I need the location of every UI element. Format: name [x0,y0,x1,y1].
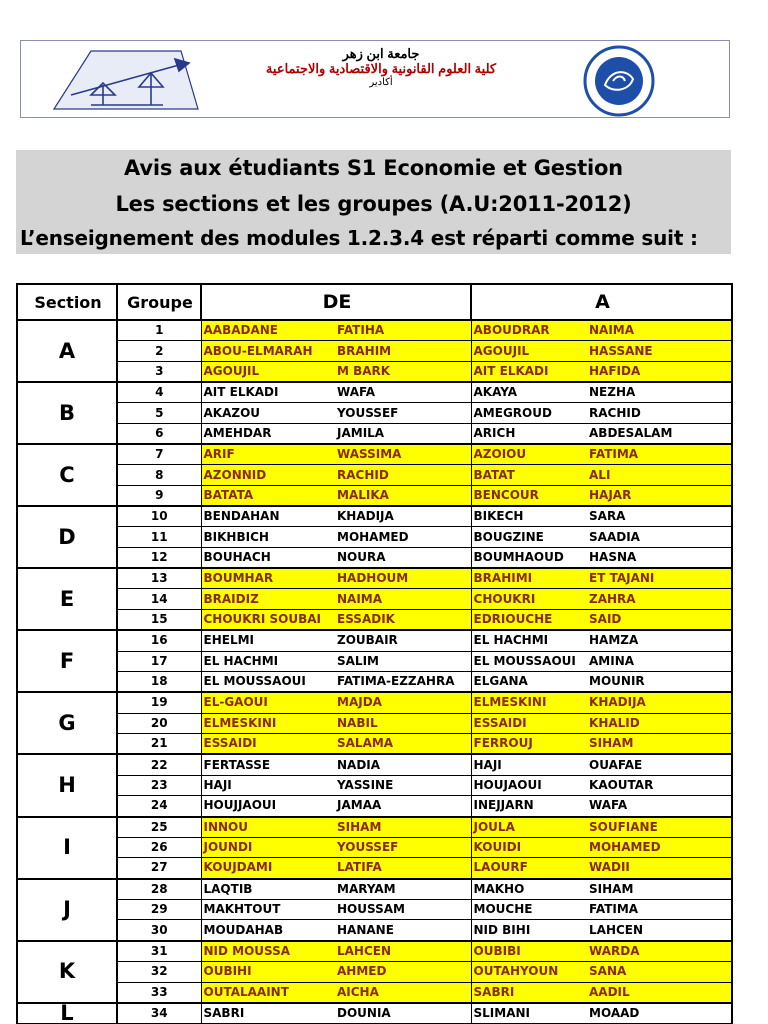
groupe-number: 30 [117,920,201,941]
de-last-name: AZONNID [201,465,335,486]
notice-title: Avis aux étudiants S1 Economie et Gestion [124,156,623,180]
table-row [17,899,732,920]
de-first-name: MOHAMED [335,527,471,548]
groupe-number: 21 [117,734,201,755]
table-row [17,961,732,982]
table-row [17,320,732,341]
section-label: E [17,568,117,630]
de-last-name: AABADANE [201,320,335,341]
table-row [17,444,732,465]
de-first-name: HANANE [335,920,471,941]
table-row [17,734,732,755]
de-last-name: BATATA [201,486,335,507]
a-first-name: HAMZA [587,630,732,651]
table-row [17,568,732,589]
table-row [17,610,732,631]
a-first-name: HASSANE [587,341,732,362]
section-label: J [17,879,117,941]
table-row [17,837,732,858]
a-first-name: NEZHA [587,382,732,403]
table-row [17,754,732,775]
de-first-name: JAMAA [335,796,471,817]
a-last-name: ARICH [471,423,587,444]
section-label: K [17,941,117,1003]
a-first-name: SIHAM [587,879,732,900]
city-name: أكادير [369,76,393,88]
a-last-name: BOUMHAOUD [471,548,587,569]
groupe-number: 16 [117,630,201,651]
arabic-header-text [221,47,541,88]
de-last-name: OUBIHI [201,961,335,982]
de-first-name: HOUSSAM [335,899,471,920]
groupe-number: 1 [117,320,201,341]
table-row [17,630,732,651]
table-row [17,982,732,1003]
section-label: D [17,506,117,568]
notice-title-box [16,150,731,254]
a-last-name: EL MOUSSAOUI [471,651,587,672]
de-first-name: KHADIJA [335,506,471,527]
de-last-name: CHOUKRI SOUBAI [201,610,335,631]
table-row [17,423,732,444]
a-last-name: BOUGZINE [471,527,587,548]
de-last-name: AKAZOU [201,403,335,424]
table-row [17,775,732,796]
groupe-number: 6 [117,423,201,444]
a-last-name: ABOUDRAR [471,320,587,341]
groupe-number: 10 [117,506,201,527]
de-last-name: ARIF [201,444,335,465]
groupe-number: 28 [117,879,201,900]
notice-description: L’enseignement des modules 1.2.3.4 est réparti comme suit : [20,226,698,250]
a-first-name: RACHID [587,403,732,424]
a-last-name: ESSAIDI [471,713,587,734]
a-first-name: SARA [587,506,732,527]
table-row [17,527,732,548]
a-first-name: KAOUTAR [587,775,732,796]
university-seal-icon [583,45,655,117]
groupe-number: 12 [117,548,201,569]
groupe-number: 33 [117,982,201,1003]
de-first-name: AHMED [335,961,471,982]
de-last-name: HAJI [201,775,335,796]
table-row [17,941,732,962]
a-last-name: AZOIOU [471,444,587,465]
a-last-name: MAKHO [471,879,587,900]
de-last-name: OUTALAAINT [201,982,335,1003]
table-row [17,361,732,382]
table-row [17,692,732,713]
de-first-name: YOUSSEF [335,403,471,424]
a-first-name: AMINA [587,651,732,672]
de-last-name: BIKHBICH [201,527,335,548]
a-first-name: ALI [587,465,732,486]
a-first-name: ABDESALAM [587,423,732,444]
section-label: B [17,382,117,444]
de-first-name: BRAHIM [335,341,471,362]
groupe-number: 7 [117,444,201,465]
de-last-name: EHELMI [201,630,335,651]
a-first-name: SAADIA [587,527,732,548]
header-a: A [471,284,732,320]
table-row [17,589,732,610]
groupe-number: 20 [117,713,201,734]
table-row [17,858,732,879]
de-first-name: RACHID [335,465,471,486]
a-first-name: MOHAMED [587,837,732,858]
de-first-name: SIHAM [335,817,471,838]
de-first-name: FATIMA-EZZAHRA [335,672,471,693]
de-first-name: SALIM [335,651,471,672]
a-last-name: SABRI [471,982,587,1003]
de-first-name: JAMILA [335,423,471,444]
table-header-row [17,284,732,320]
de-first-name: MALIKA [335,486,471,507]
groupe-number: 4 [117,382,201,403]
a-last-name: BENCOUR [471,486,587,507]
a-first-name: HAJAR [587,486,732,507]
de-last-name: BENDAHAN [201,506,335,527]
groupe-number: 23 [117,775,201,796]
de-first-name: SALAMA [335,734,471,755]
de-last-name: BOUHACH [201,548,335,569]
table-body [17,320,732,1024]
header-section: Section [17,284,117,320]
section-label: F [17,630,117,692]
de-last-name: ELMESKINI [201,713,335,734]
a-last-name: JOULA [471,817,587,838]
de-first-name: NOURA [335,548,471,569]
a-last-name: AGOUJIL [471,341,587,362]
a-first-name: NAIMA [587,320,732,341]
header-de: DE [201,284,471,320]
groupe-number: 31 [117,941,201,962]
groups-table [16,283,733,1024]
groupe-number: 9 [117,486,201,507]
a-first-name: ET TAJANI [587,568,732,589]
de-last-name: EL MOUSSAOUI [201,672,335,693]
groupe-number: 5 [117,403,201,424]
de-last-name: LAQTIB [201,879,335,900]
groupe-number: 26 [117,837,201,858]
table-row [17,548,732,569]
table-row [17,382,732,403]
de-first-name: NABIL [335,713,471,734]
a-first-name: WADII [587,858,732,879]
a-first-name: KHADIJA [587,692,732,713]
a-first-name: FATIMA [587,899,732,920]
groupe-number: 13 [117,568,201,589]
notice-subtitle: Les sections et les groupes (A.U:2011-2012) [115,192,632,216]
a-last-name: AMEGROUD [471,403,587,424]
a-last-name: SLIMANI [471,1003,587,1024]
de-first-name: ZOUBAIR [335,630,471,651]
groupe-number: 29 [117,899,201,920]
a-last-name: EL HACHMI [471,630,587,651]
de-last-name: NID MOUSSA [201,941,335,962]
table-row [17,713,732,734]
de-first-name: LATIFA [335,858,471,879]
section-label: G [17,692,117,754]
a-last-name: EDRIOUCHE [471,610,587,631]
a-first-name: KHALID [587,713,732,734]
de-first-name: WASSIMA [335,444,471,465]
de-first-name: FATIHA [335,320,471,341]
groupe-number: 19 [117,692,201,713]
de-last-name: EL HACHMI [201,651,335,672]
a-first-name: LAHCEN [587,920,732,941]
de-first-name: ESSADIK [335,610,471,631]
a-last-name: ELGANA [471,672,587,693]
de-first-name: NAIMA [335,589,471,610]
de-first-name: DOUNIA [335,1003,471,1024]
section-label: A [17,320,117,382]
de-first-name: LAHCEN [335,941,471,962]
groupe-number: 22 [117,754,201,775]
de-last-name: FERTASSE [201,754,335,775]
a-first-name: HASNA [587,548,732,569]
table-row [17,465,732,486]
table-row [17,672,732,693]
table-row [17,651,732,672]
de-first-name: MARYAM [335,879,471,900]
a-last-name: FERROUJ [471,734,587,755]
a-first-name: SIHAM [587,734,732,755]
table-row [17,341,732,362]
a-first-name: ZAHRA [587,589,732,610]
a-first-name: SOUFIANE [587,817,732,838]
a-first-name: AADIL [587,982,732,1003]
section-label: H [17,754,117,816]
de-first-name: NADIA [335,754,471,775]
groupe-number: 11 [117,527,201,548]
de-last-name: HOUJJAOUI [201,796,335,817]
a-first-name: SAID [587,610,732,631]
a-last-name: KOUIDI [471,837,587,858]
de-last-name: AMEHDAR [201,423,335,444]
table-row [17,796,732,817]
a-first-name: FATIMA [587,444,732,465]
a-last-name: LAOURF [471,858,587,879]
table-row [17,403,732,424]
de-last-name: ABOU-ELMARAH [201,341,335,362]
groupe-number: 3 [117,361,201,382]
de-first-name: WAFA [335,382,471,403]
de-last-name: MAKHTOUT [201,899,335,920]
de-last-name: AGOUJIL [201,361,335,382]
table-row [17,486,732,507]
table-row [17,506,732,527]
a-last-name: OUTAHYOUN [471,961,587,982]
a-first-name: SANA [587,961,732,982]
groupe-number: 25 [117,817,201,838]
a-first-name: OUAFAE [587,754,732,775]
groupe-number: 17 [117,651,201,672]
a-last-name: HOUJAOUI [471,775,587,796]
a-first-name: MOUNIR [587,672,732,693]
de-last-name: KOUJDAMI [201,858,335,879]
a-last-name: NID BIHI [471,920,587,941]
table-row [17,1003,732,1024]
header-banner [20,40,730,118]
groupe-number: 34 [117,1003,201,1024]
groupe-number: 18 [117,672,201,693]
de-first-name: MAJDA [335,692,471,713]
de-last-name: INNOU [201,817,335,838]
groupe-number: 8 [117,465,201,486]
a-last-name: BATAT [471,465,587,486]
a-last-name: AIT ELKADI [471,361,587,382]
table-row [17,879,732,900]
university-name: جامعة ابن زهر [342,46,420,61]
de-last-name: JOUNDI [201,837,335,858]
groupe-number: 32 [117,961,201,982]
header-groupe: Groupe [117,284,201,320]
de-last-name: AIT ELKADI [201,382,335,403]
groupe-number: 24 [117,796,201,817]
de-first-name: AICHA [335,982,471,1003]
a-last-name: AKAYA [471,382,587,403]
a-first-name: WAFA [587,796,732,817]
a-last-name: BIKECH [471,506,587,527]
de-last-name: ESSAIDI [201,734,335,755]
de-first-name: YASSINE [335,775,471,796]
table-row [17,817,732,838]
a-last-name: OUBIBI [471,941,587,962]
a-last-name: HAJI [471,754,587,775]
a-first-name: WARDA [587,941,732,962]
de-first-name: YOUSSEF [335,837,471,858]
de-last-name: SABRI [201,1003,335,1024]
a-last-name: BRAHIMI [471,568,587,589]
section-label: I [17,817,117,879]
groupe-number: 2 [117,341,201,362]
faculty-name: كلية العلوم القانونية والاقتصادية والاجتماعية [265,60,497,76]
section-label: L [17,1003,117,1024]
de-first-name: HADHOUM [335,568,471,589]
groupe-number: 14 [117,589,201,610]
de-last-name: EL-GAOUI [201,692,335,713]
de-last-name: BOUMHAR [201,568,335,589]
groupe-number: 15 [117,610,201,631]
table-row [17,920,732,941]
a-first-name: HAFIDA [587,361,732,382]
a-last-name: MOUCHE [471,899,587,920]
a-last-name: CHOUKRI [471,589,587,610]
groupe-number: 27 [117,858,201,879]
a-first-name: MOAAD [587,1003,732,1024]
section-label: C [17,444,117,506]
de-first-name: M BARK [335,361,471,382]
de-last-name: MOUDAHAB [201,920,335,941]
scales-logo-icon [51,47,201,113]
a-last-name: ELMESKINI [471,692,587,713]
a-last-name: INEJJARN [471,796,587,817]
de-last-name: BRAIDIZ [201,589,335,610]
